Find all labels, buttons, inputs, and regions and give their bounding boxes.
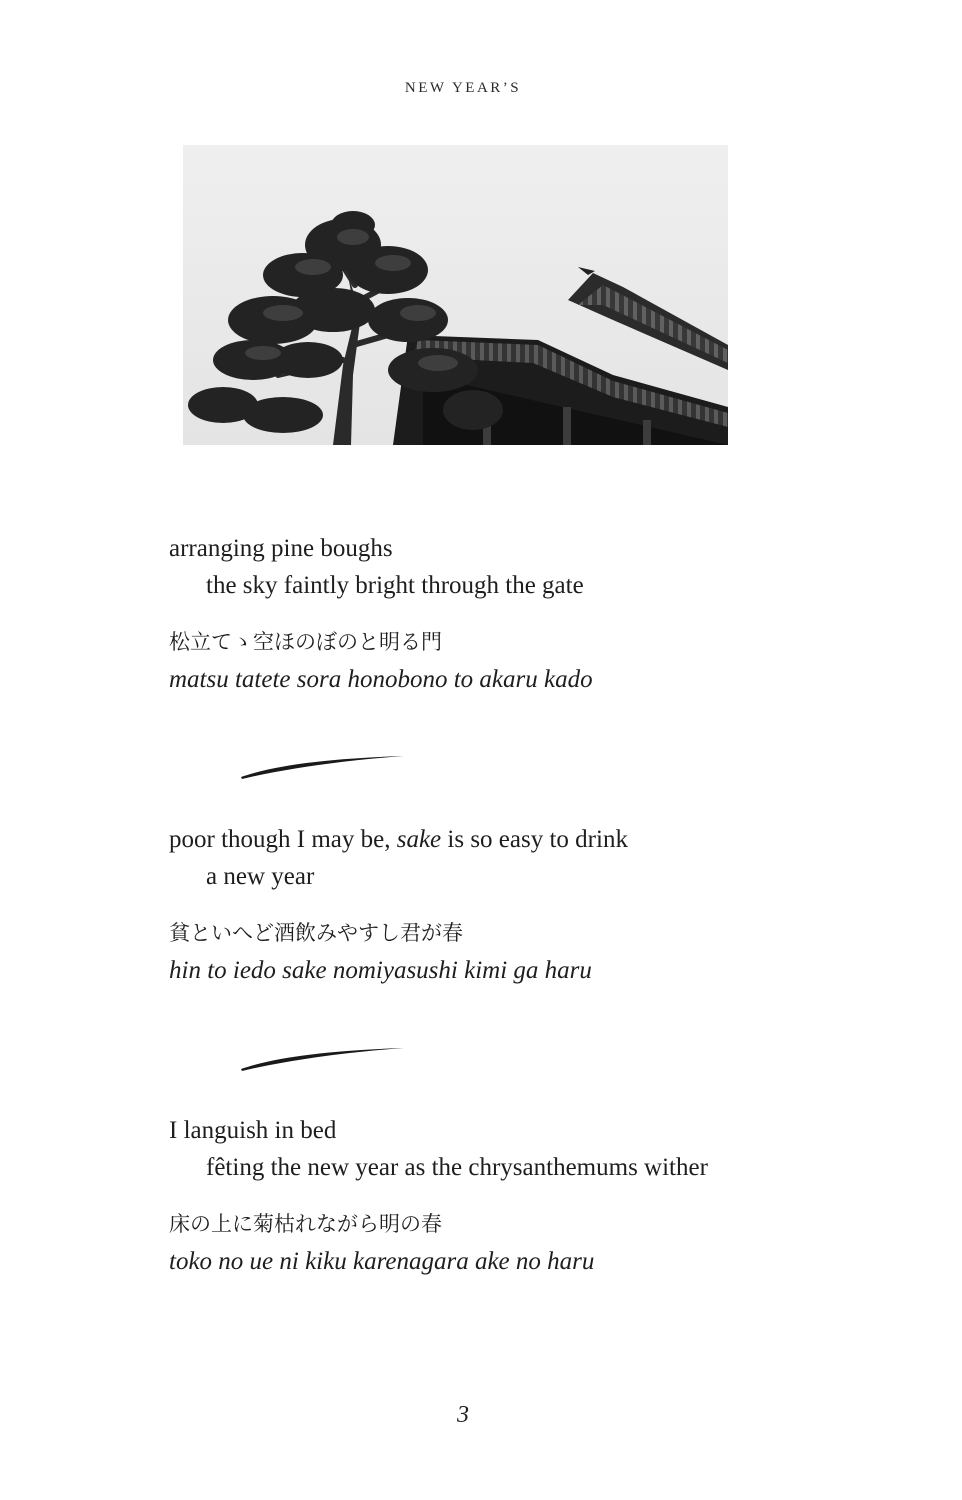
poem-3-japanese: 床の上に菊枯れながら明の春 xyxy=(169,1212,442,1236)
brush-stroke-divider-2 xyxy=(238,1044,408,1074)
poem-3-line-2: fêting the new year as the chrysanthemums wither xyxy=(206,1154,708,1181)
poem-1-line-2: the sky faintly bright through the gate xyxy=(206,572,584,599)
poem-1 xyxy=(169,530,869,698)
poem-1-romaji: matsu tatete sora honobono to akaru kado xyxy=(169,666,593,693)
page-number: 3 xyxy=(457,1402,469,1428)
brush-stroke-divider-1 xyxy=(238,752,408,782)
running-head: NEW YEAR’S xyxy=(404,80,522,96)
pine-tree-and-temple-roof-photo xyxy=(183,145,728,445)
poem-3-romaji: toko no ue ni kiku karenagara ake no haru xyxy=(169,1248,595,1275)
poem-3 xyxy=(169,1112,869,1280)
poem-2-sake-word: sake xyxy=(396,826,442,853)
poem-1-line-1: arranging pine boughs xyxy=(169,535,393,562)
poem-2-line-1-start: poor though I may be, xyxy=(169,826,397,853)
poem-2-line-2: a new year xyxy=(206,863,315,890)
poem-2-line-1-end: is so easy to drink xyxy=(441,826,628,853)
poem-3-line-1: I languish in bed xyxy=(169,1117,337,1144)
poem-2-line-1 xyxy=(169,821,869,858)
poem-1-japanese: 松立てゝ空ほのぼのと明る門 xyxy=(169,630,442,654)
poem-2-japanese: 貧といへど酒飲みやすし君が春 xyxy=(169,921,463,945)
poem-2 xyxy=(169,821,869,989)
poem-2-romaji: hin to iedo sake nomiyasushi kimi ga haru xyxy=(169,957,592,984)
